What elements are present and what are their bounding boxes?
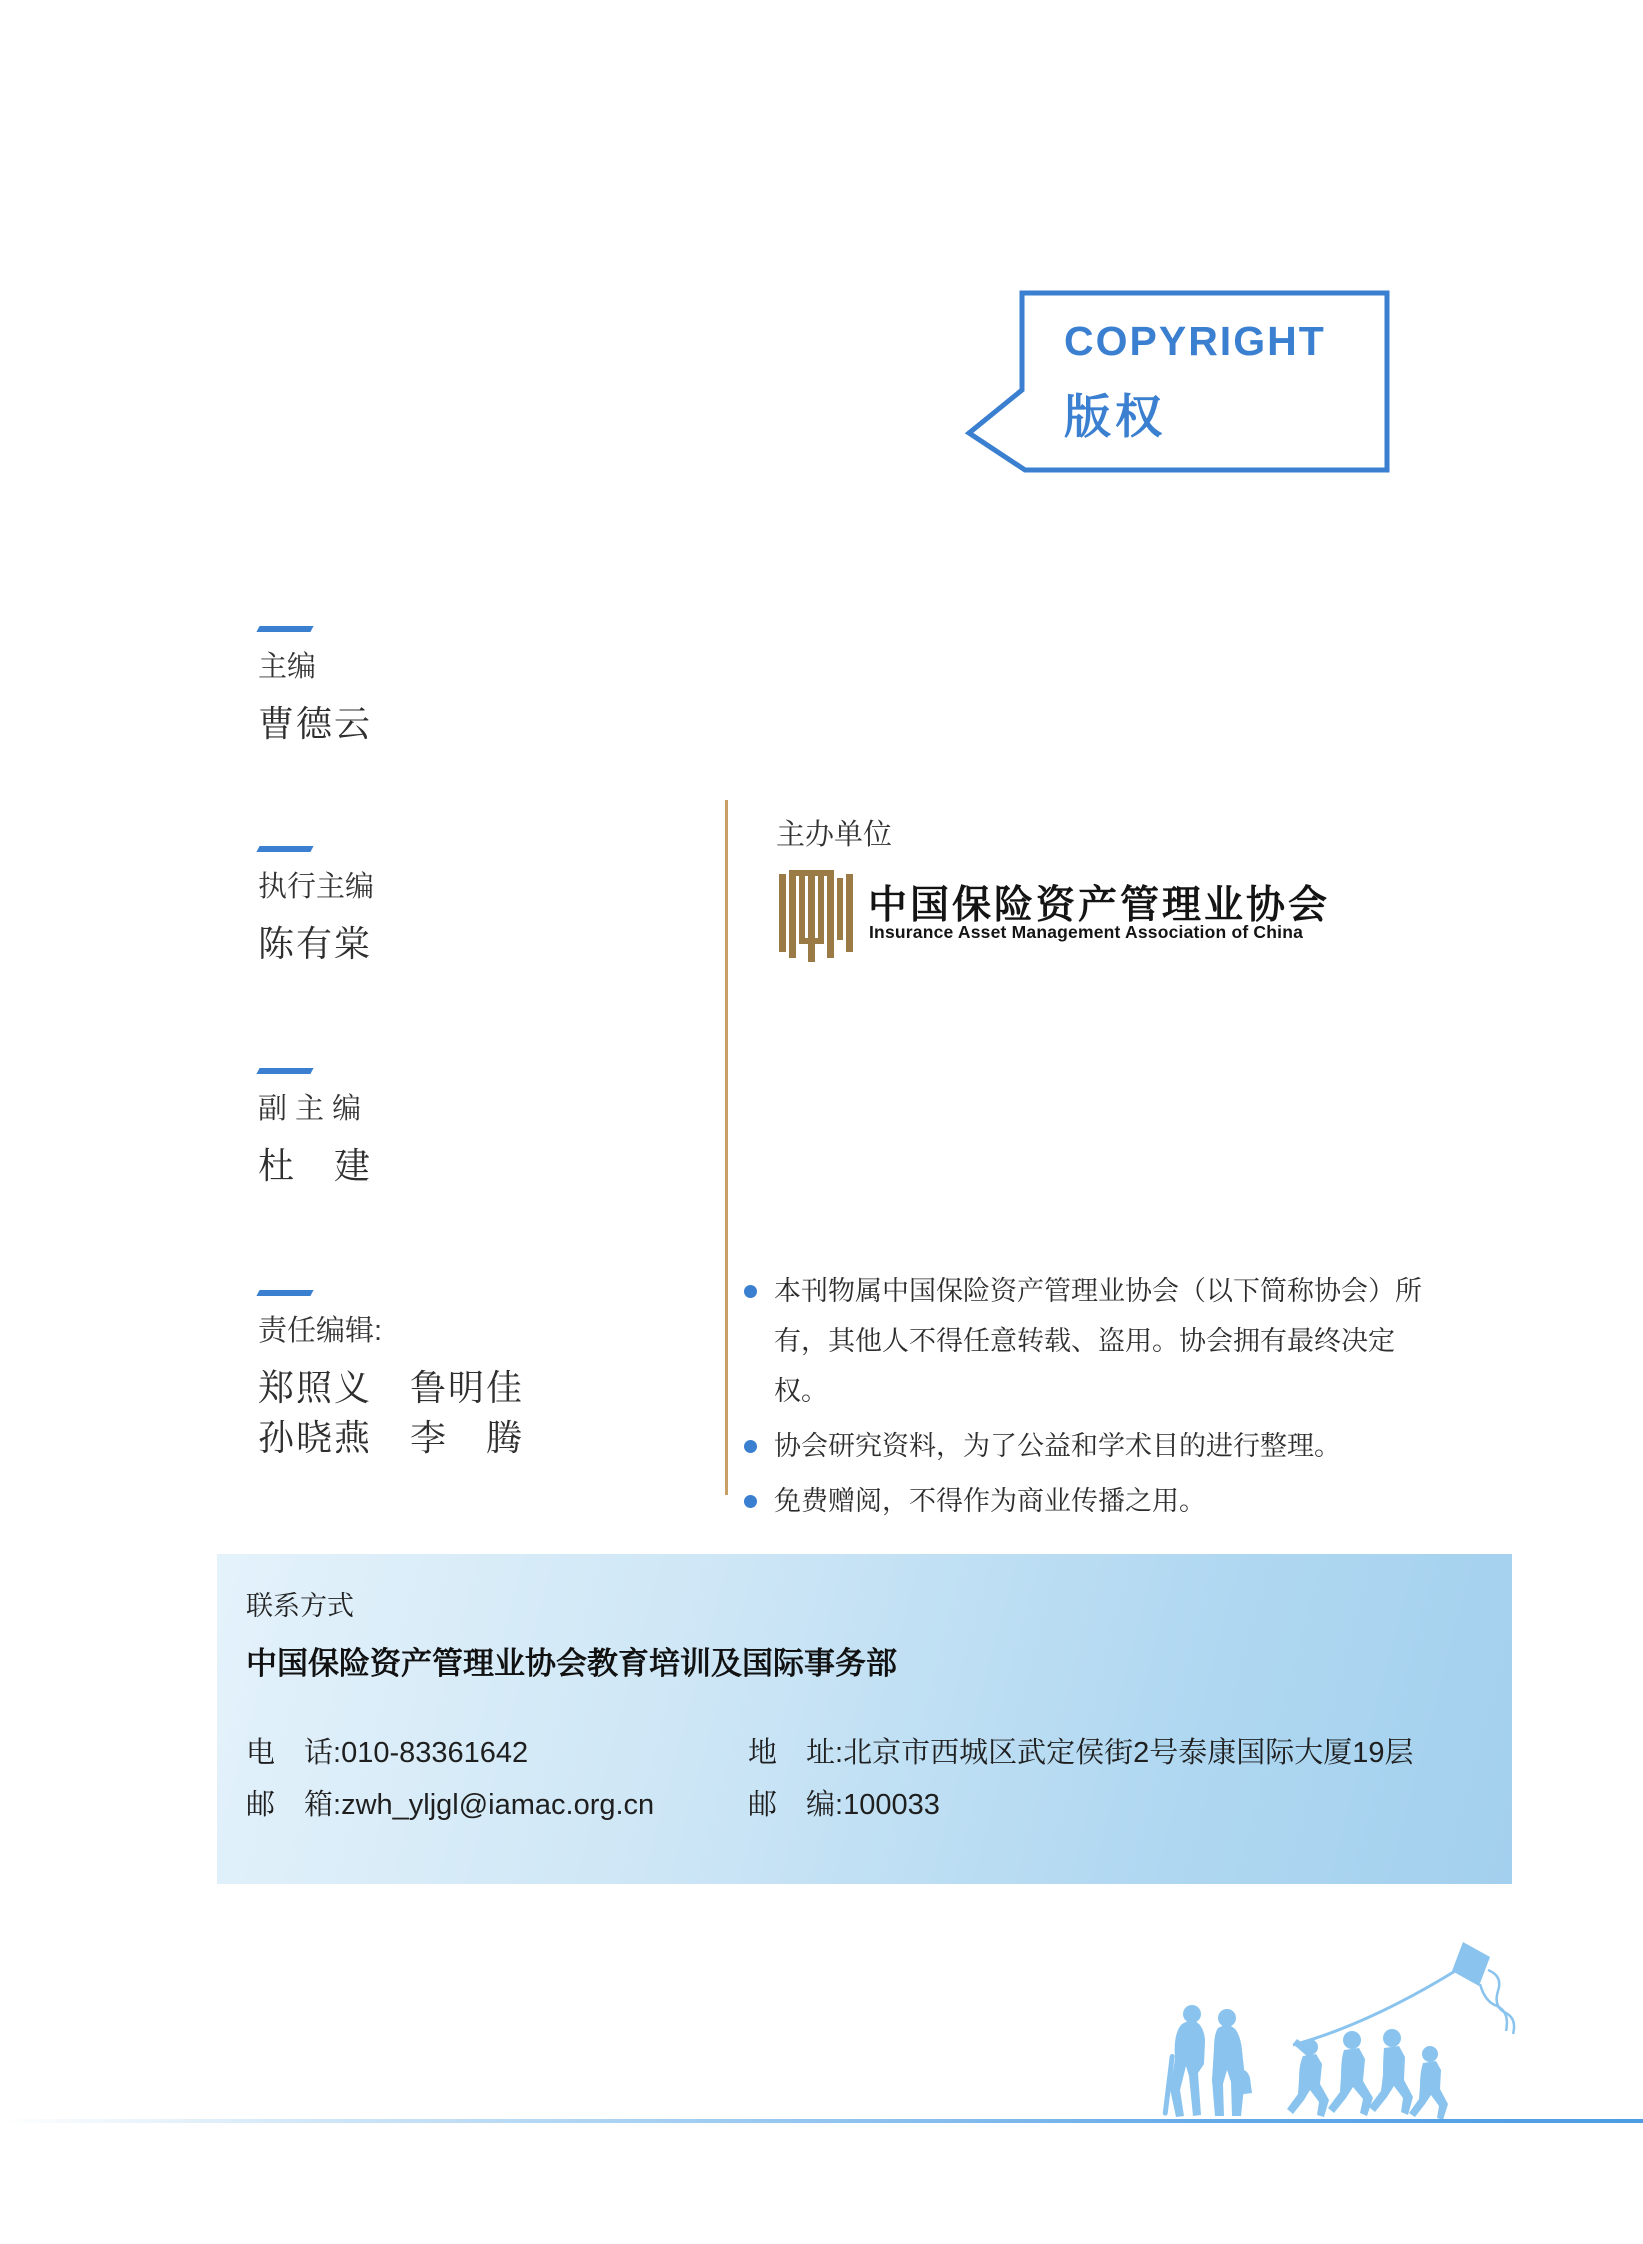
phone-label: 电 话: bbox=[246, 1737, 342, 1769]
contact-address bbox=[748, 1730, 1413, 1771]
tick-line bbox=[256, 1290, 313, 1296]
notice-item bbox=[742, 1266, 1442, 1416]
copyright-title: COPYRIGHT bbox=[1064, 318, 1326, 364]
email-value: zwh_yljgl@iamac.org.cn bbox=[341, 1789, 655, 1821]
section-label: 主编 bbox=[258, 651, 317, 683]
section-executive-editor bbox=[258, 846, 374, 969]
contact-department: 中国保险资产管理业协会教育培训及国际事务部 bbox=[246, 1646, 897, 1681]
notice-text: 协会研究资料，为了公益和学术目的进行整理。 bbox=[774, 1431, 1341, 1461]
address-value: 北京市西城区武定侯街2号泰康国际大厦19层 bbox=[843, 1737, 1414, 1769]
editor-name: 杜 建 bbox=[258, 1145, 373, 1186]
bullet-icon bbox=[744, 1440, 757, 1453]
bullet-icon bbox=[744, 1285, 757, 1298]
zip-label: 邮 编: bbox=[748, 1789, 844, 1821]
tick-line bbox=[256, 846, 313, 852]
contact-box bbox=[217, 1554, 1512, 1884]
phone-value: 010-83361642 bbox=[341, 1737, 529, 1769]
section-label: 副 主 编 bbox=[258, 1093, 362, 1125]
copyright-badge-outline bbox=[950, 278, 1410, 493]
section-deputy-editor bbox=[258, 1068, 372, 1191]
contact-email bbox=[246, 1782, 654, 1823]
ground-line bbox=[0, 2119, 1643, 2123]
tick-line bbox=[256, 1068, 313, 1074]
contact-title: 联系方式 bbox=[246, 1591, 354, 1621]
section-label: 责任编辑: bbox=[258, 1315, 383, 1347]
iamac-logo-icon bbox=[778, 868, 854, 964]
notice-text: 本刊物属中国保险资产管理业协会（以下简称协会）所有，其他人不得任意转载、盗用。协会拥有最终决定权。 bbox=[774, 1276, 1422, 1406]
section-chief-editor bbox=[258, 626, 372, 749]
organizer-name-cn: 中国保险资产管理业协会 bbox=[868, 884, 1331, 927]
notice-item bbox=[742, 1421, 1442, 1471]
editor-name: 曹德云 bbox=[258, 703, 373, 744]
copyright-subtitle: 版权 bbox=[1064, 390, 1166, 443]
editor-name: 郑照义 鲁明佳 bbox=[258, 1367, 525, 1408]
section-responsible-editors bbox=[258, 1290, 524, 1463]
email-label: 邮 箱: bbox=[246, 1789, 342, 1821]
section-label: 执行主编 bbox=[258, 871, 375, 903]
notice-item bbox=[742, 1476, 1442, 1526]
notice-text: 免费赠阅，不得作为商业传播之用。 bbox=[774, 1486, 1206, 1516]
bullet-icon bbox=[744, 1495, 757, 1508]
column-divider bbox=[725, 800, 728, 1495]
organizer-label: 主办单位 bbox=[776, 819, 893, 851]
zip-value: 100033 bbox=[843, 1789, 940, 1821]
editor-name: 孙晓燕 李 腾 bbox=[258, 1417, 525, 1458]
editor-name: 陈有棠 bbox=[258, 923, 373, 964]
tick-line bbox=[256, 626, 313, 632]
contact-phone bbox=[246, 1730, 528, 1771]
kite-people-illustration bbox=[1130, 1928, 1580, 2123]
organizer-name-en: Insurance Asset Management Association of China bbox=[869, 922, 1304, 942]
contact-zip bbox=[748, 1782, 940, 1823]
copyright-notices bbox=[742, 1266, 1442, 1526]
address-label: 地 址: bbox=[748, 1737, 844, 1769]
